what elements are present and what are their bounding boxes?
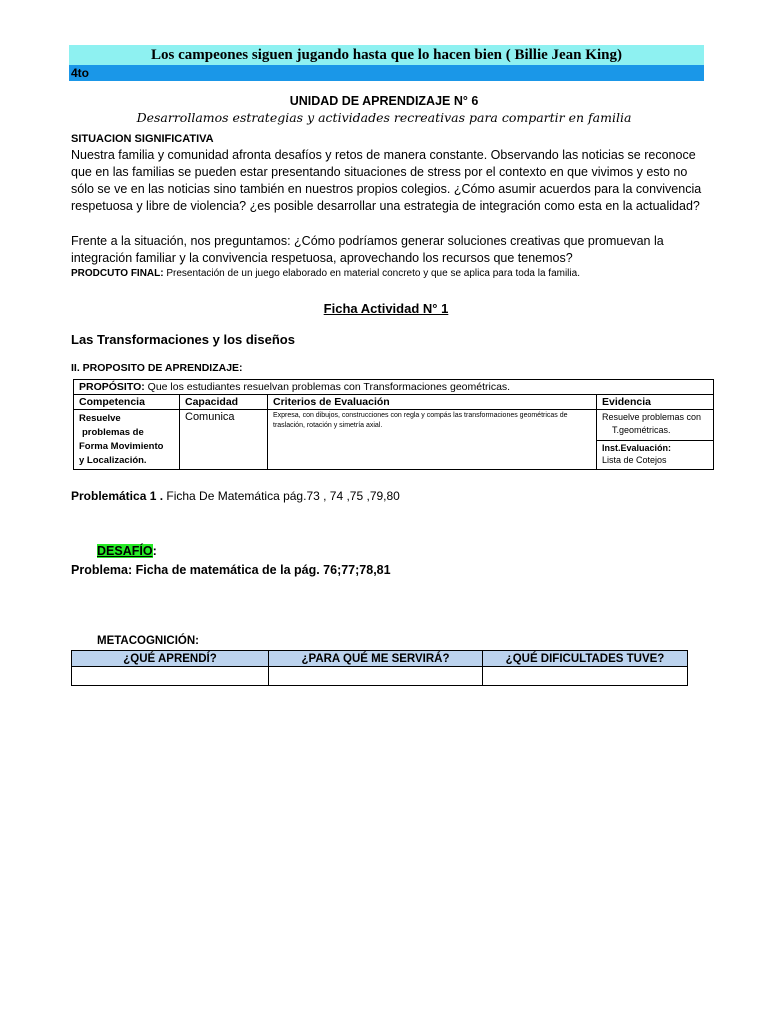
evidencia-line: Resuelve problemas con — [602, 412, 702, 422]
problem-1-text: Ficha De Matemática pág.73 , 74 ,75 ,79,80 — [163, 489, 400, 503]
final-product — [71, 268, 731, 279]
header-capacidad: Capacidad — [180, 395, 268, 410]
challenge-colon: : — [152, 544, 157, 558]
activity-title: Ficha Actividad N° 1 — [323, 301, 449, 316]
purpose-table — [73, 379, 714, 470]
purpose-label: PROPÓSITO: — [79, 381, 145, 393]
motivational-quote: Los campeones siguen jugando hasta que lo hacen bien ( Billie Jean King) — [69, 45, 704, 65]
evidencia-line: T.geométricas. — [612, 425, 671, 435]
purpose-text: Que los estudiantes resuelvan problemas con Transformaciones geométricas. — [144, 381, 511, 393]
final-product-text: Presentación de un juego elaborado en material concreto y que se aplica para toda la familia. — [163, 268, 580, 279]
meta-answer-difficulties[interactable] — [483, 667, 688, 686]
header-competencia: Competencia — [74, 395, 180, 410]
header-criterios: Criterios de Evaluación — [268, 395, 597, 410]
challenge-problem: Problema: Ficha de matemática de la pág. 76;77;78,81 — [71, 563, 391, 577]
challenge-label: DESAFÍO — [97, 544, 153, 558]
metacognition-title: METACOGNICIÓN: — [97, 635, 200, 647]
competencia-line: Resuelve — [79, 413, 121, 424]
instrument-label: Inst.Evaluación: — [602, 443, 672, 454]
challenge-heading — [97, 544, 157, 558]
capacidad-cell: Comunica — [180, 410, 268, 470]
competencia-line: Forma Movimiento — [79, 441, 164, 452]
grade-label: 4to — [69, 65, 704, 81]
competencia-line: problemas de — [82, 427, 144, 438]
unit-subtitle: Desarrollamos estrategias y actividades recreativas para compartir en familia — [136, 110, 632, 125]
problem-1 — [71, 489, 400, 503]
unit-title: UNIDAD DE APRENDIZAJE N° 6 — [289, 94, 479, 108]
meta-answer-usefulness[interactable] — [269, 667, 483, 686]
activity-topic: Las Transformaciones y los diseños — [71, 332, 295, 347]
meta-answer-learned[interactable] — [72, 667, 269, 686]
problem-1-label: Problemática 1 . — [71, 489, 164, 503]
situation-label: SITUACION SIGNIFICATIVA — [71, 133, 214, 145]
purpose-heading: II. PROPOSITO DE APRENDIZAJE: — [71, 362, 243, 374]
final-product-label: PRODCUTO FINAL: — [71, 268, 164, 279]
situation-paragraph-2: Frente a la situación, nos preguntamos: ¿Cómo podríamos generar soluciones creativas que promuevan la integración familiar y la convivencia respetuosa, aprovechando los recursos que tenemos? — [71, 234, 664, 265]
purpose-row — [74, 380, 714, 395]
competencia-line: y Localización. — [79, 455, 147, 466]
competencia-cell — [74, 410, 180, 470]
meta-header-difficulties: ¿QUÉ DIFICULTADES TUVE? — [483, 651, 688, 667]
evidencia-cell — [597, 410, 714, 441]
situation-paragraph-1: Nuestra familia y comunidad afronta desafíos y retos de manera constante. Observando las noticias se reconoce que en las familias se pueden estar presentando situaciones de stress por el contexto en que vivimos y esto no sólo se ve en las noticias sino también en nuestros propios colegios. ¿Cómo asumir acuerdos para la convivencia respetuosa y libre de violencia? ¿es posible desarrollar una estrategia de integración como esta en la actualidad? — [71, 148, 702, 213]
meta-header-usefulness: ¿PARA QUÉ ME SERVIRÁ? — [269, 651, 483, 667]
instrument-cell — [597, 441, 714, 470]
metacognition-table — [71, 650, 688, 686]
header-evidencia: Evidencia — [597, 395, 714, 410]
instrument-value: Lista de Cotejos — [602, 455, 667, 466]
meta-header-learned: ¿QUÉ APRENDÍ? — [72, 651, 269, 667]
criterios-cell: Expresa, con dibujos, construcciones con regla y compás las transformaciones geométricas de traslación, rotación y simetría axial. — [268, 410, 597, 470]
